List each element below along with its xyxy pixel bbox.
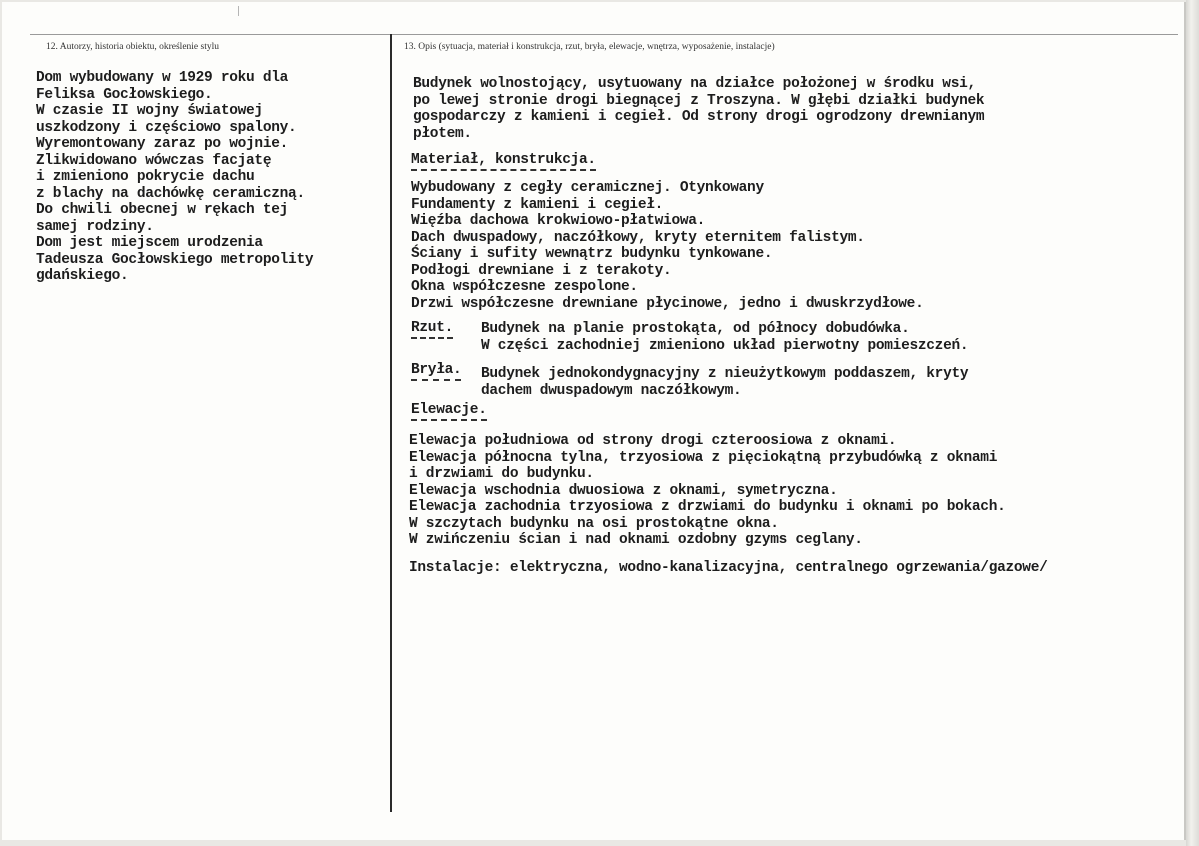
material-line: Wybudowany z cegły ceramicznej. Otynkowany xyxy=(411,180,764,196)
material-line: Ściany i sufity wewnątrz budynku tynkowane. xyxy=(411,246,773,262)
history-line: uszkodzony i częściowo spalony. xyxy=(36,119,297,136)
history-line: i zmieniono pokrycie dachu xyxy=(36,169,255,185)
history-line: Feliksa Gocłowskiego. xyxy=(36,86,213,103)
section-12-header: 12. Autorzy, historia obiektu, określenie stylu xyxy=(46,42,219,52)
history-line: z blachy na dachówkę ceramiczną. xyxy=(36,185,305,202)
plan-text xyxy=(481,321,968,354)
history-line: samej rodziny. xyxy=(36,218,154,235)
mass-heading: Bryła. xyxy=(411,362,461,381)
mass-line: dachem dwuspadowym naczółkowym. xyxy=(481,382,742,399)
material-line: Fundamenty z kamieni i cegieł. xyxy=(411,196,664,213)
section-13-header: 13. Opis (sytuacja, materiał i konstrukcja, rzut, bryła, elewacje, wnętrza, wyposażenie, instalacje) xyxy=(404,42,775,52)
history-line: Do chwili obecnej w rękach tej xyxy=(36,202,289,218)
material-line: Drzwi współczesne drewniane płycinowe, jedno i dwuskrzydłowe. xyxy=(411,295,924,312)
form-top-rule xyxy=(30,34,1178,35)
material-text xyxy=(411,180,924,312)
material-line: Podłogi drewniane i z terakoty. xyxy=(411,262,672,279)
scan-mark xyxy=(238,6,239,16)
situation-text xyxy=(413,76,984,142)
scan-edge xyxy=(1186,0,1199,846)
history-line: Dom wybudowany w 1929 roku dla xyxy=(36,70,289,86)
plan-line: Budynek na planie prostokąta, od północy dobudówka. xyxy=(481,321,910,337)
material-heading: Materiał, konstrukcja. xyxy=(411,152,596,171)
material-line: Okna współczesne zespolone. xyxy=(411,279,638,295)
history-line: W czasie II wojny światowej xyxy=(36,103,263,119)
elevation-line: Elewacja zachodnia trzyosiowa z drzwiami do budynku i oknami po bokach. xyxy=(409,499,1006,515)
history-text xyxy=(36,70,313,285)
elevation-line: Elewacja północna tylna, trzyosiowa z pięciokątną przybudówką z oknami xyxy=(409,449,998,466)
history-line: Dom jest miejscem urodzenia xyxy=(36,235,263,251)
elevation-line: Elewacja południowa od strony drogi czteroosiowa z oknami. xyxy=(409,433,897,449)
situation-line: po lewej stronie drogi biegnącej z Troszyna. W głębi działki budynek xyxy=(413,92,985,109)
elevation-line: Elewacja wschodnia dwuosiowa z oknami, symetryczna. xyxy=(409,482,838,499)
installations-text: Instalacje: elektryczna, wodno-kanalizacyjna, centralnego ogrzewania/gazowe/ xyxy=(409,560,1048,576)
elevation-line: W szczytach budynku na osi prostokątne okna. xyxy=(409,515,779,532)
elevations-heading: Elewacje. xyxy=(411,402,487,421)
situation-line: płotem. xyxy=(413,125,472,142)
history-line: Wyremontowany zaraz po wojnie. xyxy=(36,136,289,152)
elevation-line: W zwińczeniu ścian i nad oknami ozdobny gzyms ceglany. xyxy=(409,532,863,548)
mass-text xyxy=(481,366,968,399)
column-divider xyxy=(390,34,392,812)
situation-line: gospodarczy z kamieni i cegieł. Od strony drogi ogrodzony drewnianym xyxy=(413,109,985,125)
history-line: Zlikwidowano wówczas facjatę xyxy=(36,152,272,169)
history-line: gdańskiego. xyxy=(36,268,129,284)
plan-line: W części zachodniej zmieniono układ pierwotny pomieszczeń. xyxy=(481,337,969,354)
history-line: Tadeusza Gocłowskiego metropolity xyxy=(36,251,314,268)
plan-heading: Rzut. xyxy=(411,320,453,339)
mass-line: Budynek jednokondygnacyjny z nieużytkowym poddaszem, kryty xyxy=(481,366,969,382)
material-line: Dach dwuspadowy, naczółkowy, kryty eternitem falistym. xyxy=(411,229,865,246)
elevation-line: i drzwiami do budynku. xyxy=(409,466,594,482)
elevations-text xyxy=(409,433,1006,549)
material-line: Więźba dachowa krokwiowo-płatwiowa. xyxy=(411,213,706,229)
situation-line: Budynek wolnostojący, usytuowany na działce położonej w środku wsi, xyxy=(413,76,976,92)
